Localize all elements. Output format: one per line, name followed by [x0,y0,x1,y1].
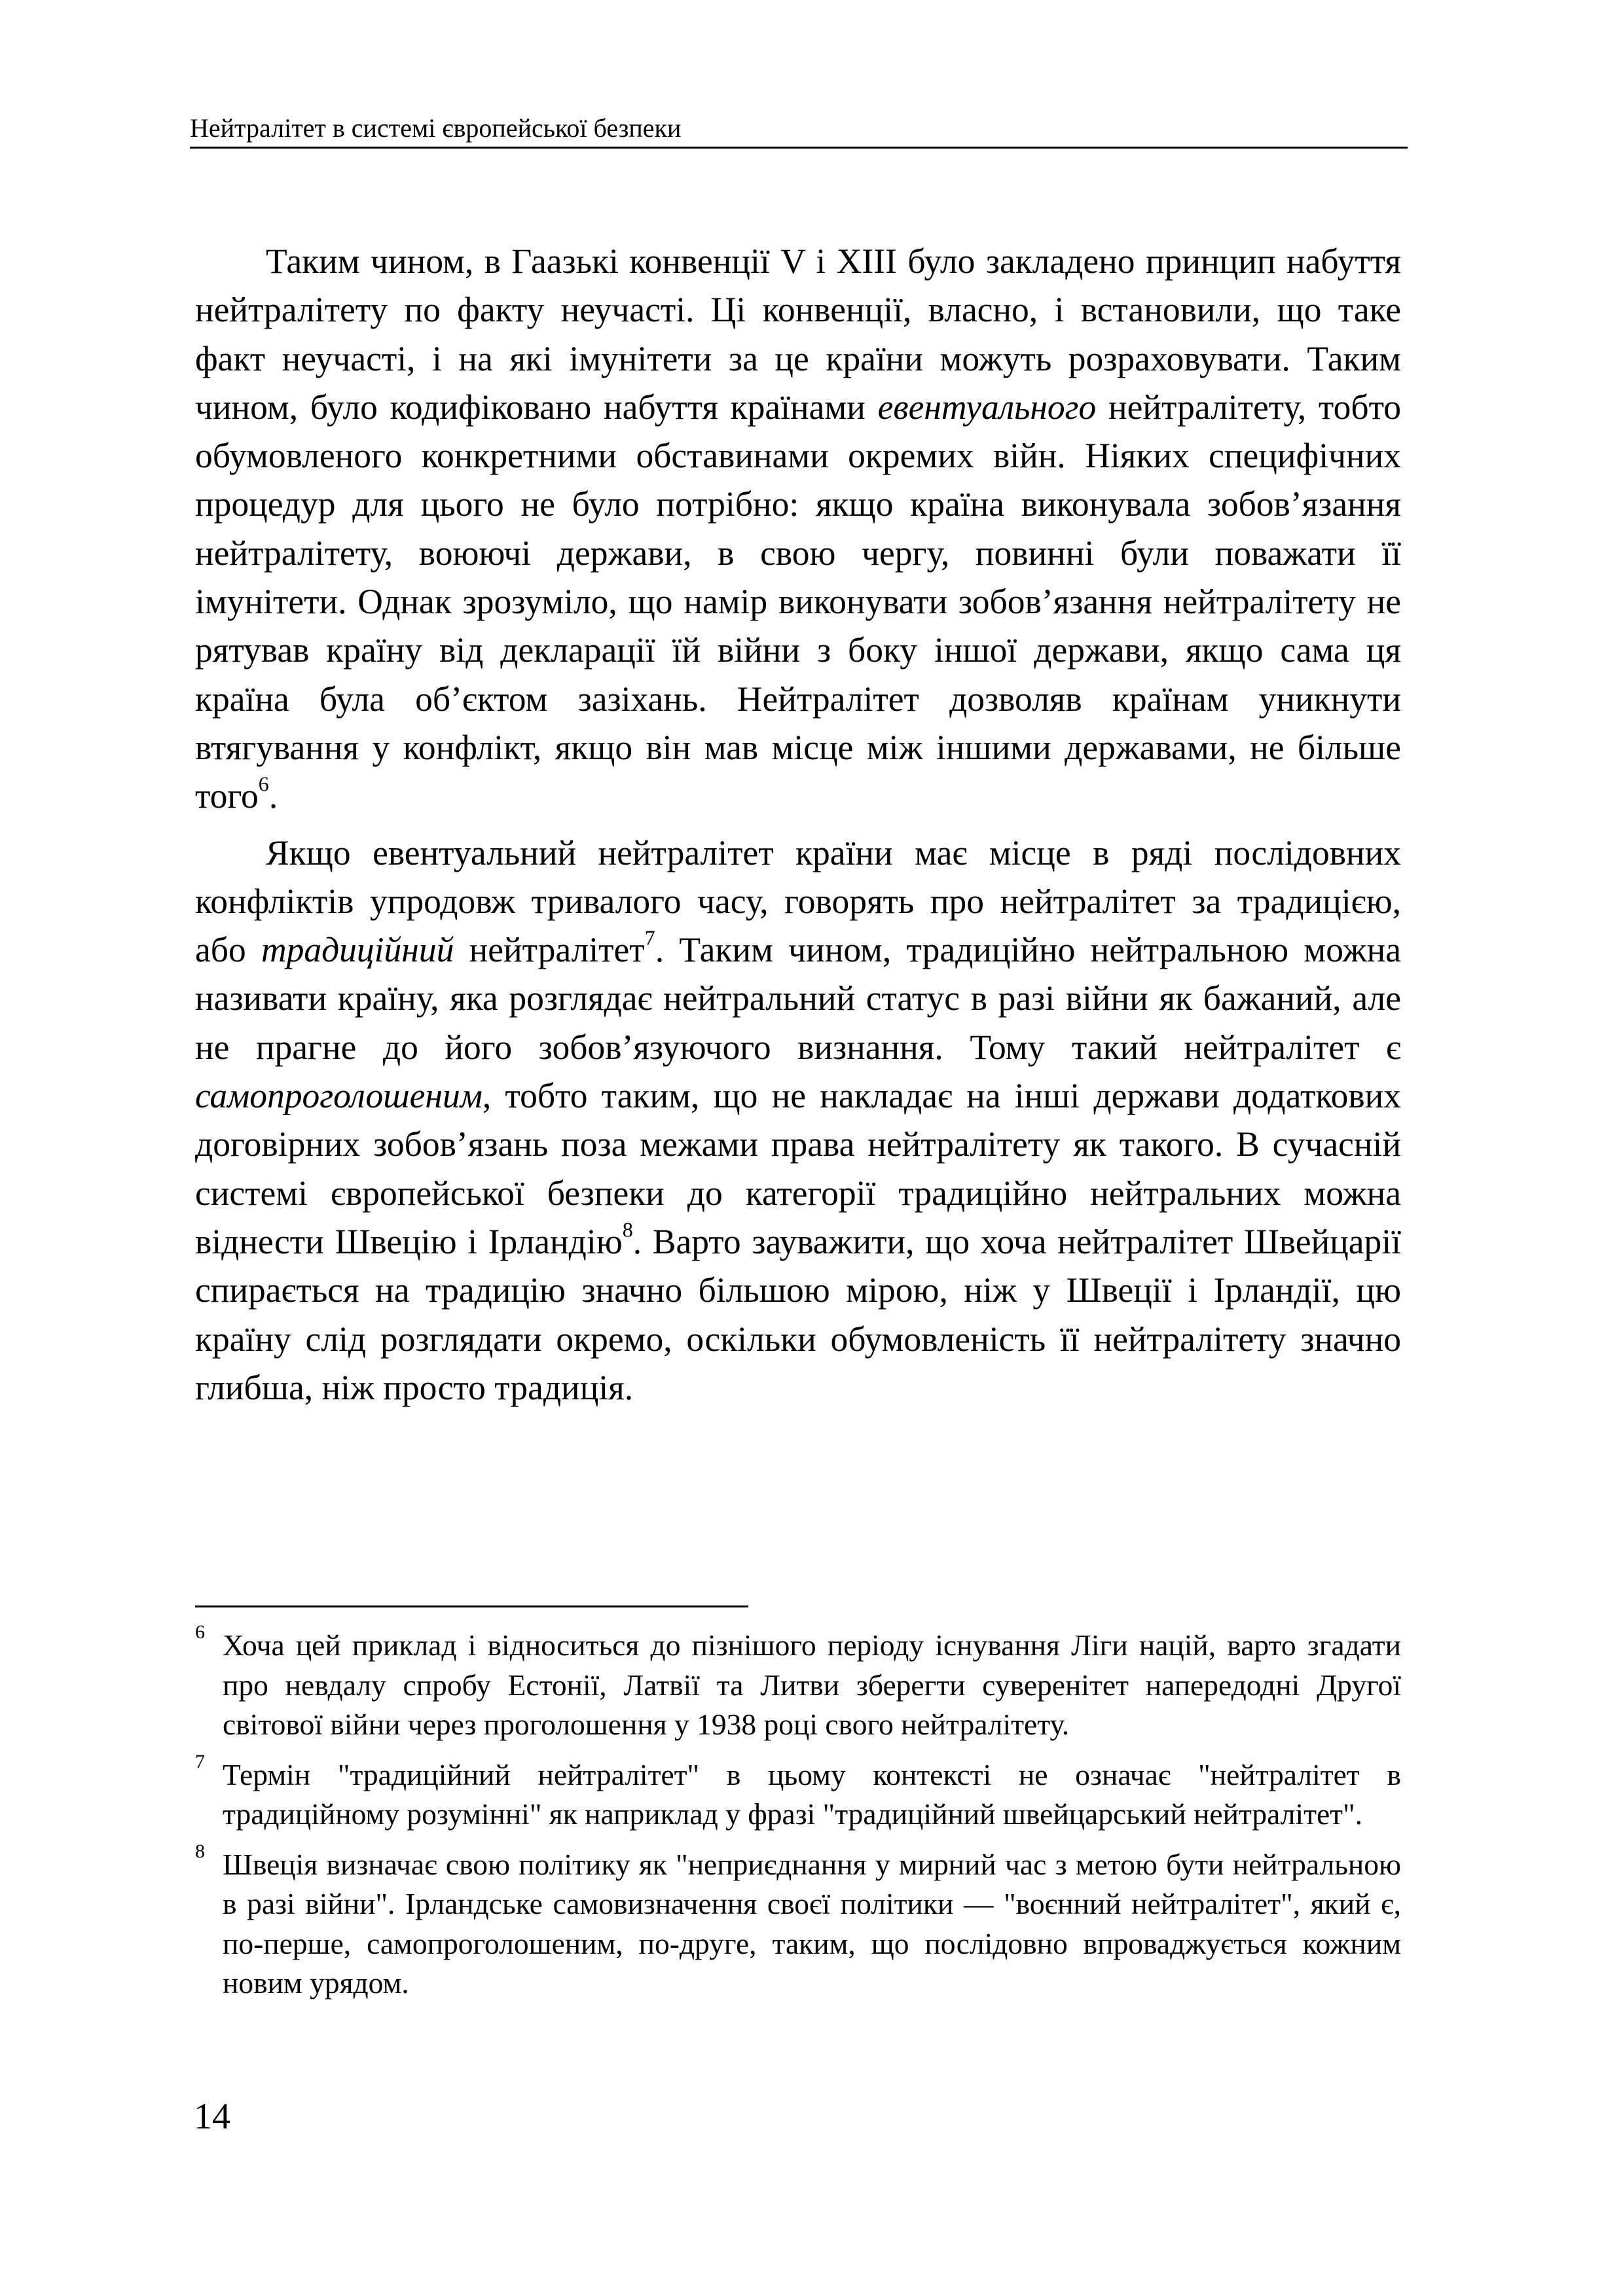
footnote-text: Хоча цей приклад і відноситься до пізнішого періоду існування Ліги націй, варто згадати про невдалу спробу Естонії, Латвії та Литви зберегти суверенітет напередодні Другої світової війни через проголошення у 1938 році свого нейтралітету. [223,1628,1401,1741]
paragraph-2-text-b: нейтралітет [454,930,645,970]
emphasis-eventual: евентуального [877,387,1097,427]
footnote-ref-7[interactable]: 7 [644,925,655,950]
footnote-ref-6[interactable]: 6 [258,772,269,796]
footnote-ref-8[interactable]: 8 [622,1217,633,1242]
main-text [195,237,1401,1412]
paragraph-2-text-d: , тобто таким, що не накладає на інші держави додаткових договірних зобов’язань поза межами права нейтралітету як такого. В сучасній системі європейської безпеки до категорії традиційно нейтральних можна віднести Швецію і Ірландію [195,1076,1401,1261]
footnote-6 [195,1621,1401,1745]
emphasis-self-proclaimed: самопроголошеним [195,1076,483,1116]
page-number: 14 [194,2096,230,2137]
footnote-mark: 6 [195,1621,205,1643]
paragraph-1-text-a: Таким чином, в Гаазькі конвенції V і XIII було закладено принцип набуття нейтралітету по факту неучасті. Ці конвенції, власно, і встановили, що таке факт неучасті, і на які імунітети за це країни можуть розраховувати. Таким чином, було кодифіковано набуття країнами [195,242,1401,427]
paragraph-2-text-c: . Таким чином, традиційно нейтральною можна називати країну, яка розглядає нейтральний статус в разі війни як бажаний, але не прагне до його зобов’язуючого визнання. Тому такий нейтралітет є [195,930,1401,1067]
footnote-7 [195,1750,1401,1835]
running-header: Нейтралітет в системі європейської безпеки [190,111,1408,149]
footnotes [195,1621,1401,2014]
emphasis-traditional: традиційний [261,930,454,970]
footnote-mark: 8 [195,1840,205,1862]
paragraph-1-text-b: нейтралітету, тобто обумовленого конкретними обставинами окремих війн. Ніяких специфічних процедур для цього не було потрібно: якщо країна виконувала зобов’язання нейтралітету, воюючі держави, в свою чергу, повинні були поважати її імунітети. Однак зрозуміло, що намір виконувати зобов’язання нейтралітету не рятував країну від декларації їй війни з боку іншої держави, якщо сама ця країна була об’єктом зазіхань. Нейтралітет дозволяв країнам уникнути втягування у конфлікт, якщо він мав місце між іншими державами, не більше того [195,387,1401,816]
footnote-text: Термін "традиційний нейтралітет" в цьому контексті не означає "нейтралітет в традиційному розумінні" як наприклад у фразі "традиційний швейцарський нейтралітет". [223,1757,1401,1831]
paragraph-2-text-a: Якщо евентуальний нейтралітет країни має місце в ряді послідовних конфліктів упродовж тривалого часу, говорять про нейтралітет за традицією, або [195,833,1401,970]
footnote-separator [195,1605,748,1607]
paragraph-1-text-c: . [268,776,278,816]
footnote-mark: 7 [195,1750,205,1772]
footnote-text: Швеція визначає свою політику як "неприєднання у мирний час з метою бути нейтральною в разі війни". Ірландське самовизначення своєї політики — "воєнний нейтралітет", який є, по-перше, самопроголошеним, по-друге, таким, що послідовно впроваджується кожним новим урядом. [223,1847,1401,2000]
paragraph-1 [195,237,1401,821]
footnote-8 [195,1840,1401,2003]
paragraph-2 [195,829,1401,1412]
paragraph-2-text-e: . Варто зауважити, що хоча нейтралітет Швейцарії спирається на традицію значно більшою мірою, ніж у Швеції і Ірландії, цю країну слід розглядати окремо, оскільки обумовленість її нейтралітету значно глибша, ніж просто традиція. [195,1221,1401,1407]
